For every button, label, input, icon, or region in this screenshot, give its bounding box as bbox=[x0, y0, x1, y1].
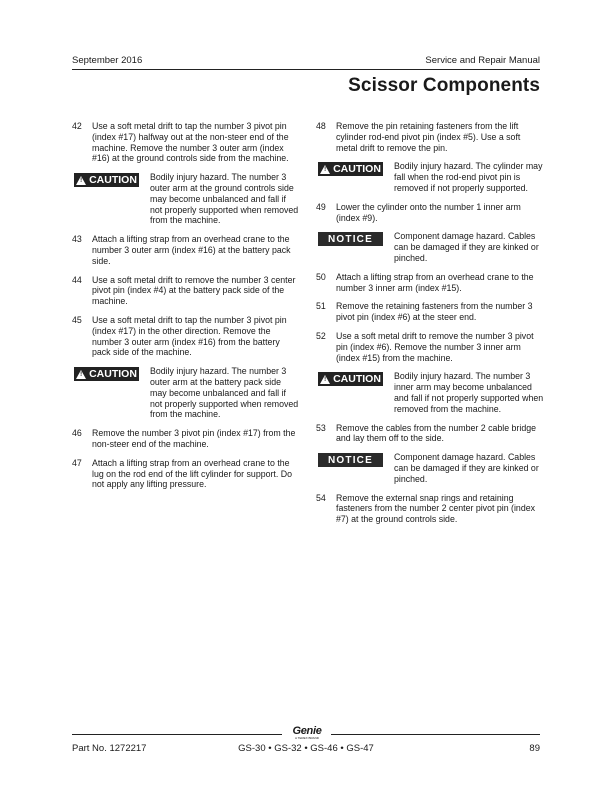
step-number: 43 bbox=[72, 234, 82, 245]
warning-triangle-icon: ! bbox=[76, 176, 86, 185]
procedure-step bbox=[316, 301, 544, 323]
step-text: Attach a lifting strap from an overhead crane to the lug on the rod end of the lift cylinder for support. Do not apply any lifting pressure. bbox=[92, 457, 293, 490]
caution-text: Bodily injury hazard. The number 3 outer arm at the battery pack side may become unbalanced and fall if not properly supported when removed from the machine. bbox=[150, 366, 299, 420]
step-text: Attach a lifting strap from an overhead crane to the number 3 inner arm (index #15). bbox=[336, 271, 534, 293]
logo-wordmark: Genie bbox=[292, 725, 322, 737]
header-date: September 2016 bbox=[72, 55, 143, 66]
step-text: Use a soft metal drift to remove the number 3 pivot pin (index #6). Remove the number 3 inner arm (index #15) from the machine. bbox=[336, 330, 534, 363]
step-number: 45 bbox=[72, 314, 82, 325]
page-title: Scissor Components bbox=[348, 75, 540, 96]
caution-text: Bodily injury hazard. The cylinder may fall when the rod-end pivot pin is removed if not properly supported. bbox=[394, 161, 543, 193]
step-number: 52 bbox=[316, 330, 326, 341]
step-text: Lower the cylinder onto the number 1 inner arm (index #9). bbox=[336, 201, 521, 223]
footer-page-number: 89 bbox=[529, 743, 540, 754]
step-number: 44 bbox=[72, 274, 82, 285]
right-column bbox=[316, 121, 544, 533]
caution-text: Bodily injury hazard. The number 3 inner arm may become unbalanced and fall if not properly supported when removed from the machine. bbox=[394, 371, 544, 414]
step-text: Attach a lifting strap from an overhead crane to the number 3 outer arm (index #16) at the battery pack side. bbox=[92, 234, 291, 266]
procedure-step bbox=[316, 121, 544, 153]
procedure-step bbox=[72, 121, 300, 164]
footer-part-number: Part No. 1272217 bbox=[72, 743, 147, 754]
step-number: 53 bbox=[316, 422, 326, 433]
step-number: 49 bbox=[316, 201, 326, 212]
caution-badge bbox=[74, 173, 139, 187]
procedure-step bbox=[316, 272, 544, 294]
step-number: 46 bbox=[72, 428, 82, 439]
left-column bbox=[72, 121, 300, 498]
procedure-step bbox=[72, 458, 300, 490]
notice-text: Component damage hazard. Cables can be damaged if they are kinked or pinched. bbox=[394, 231, 539, 263]
header-rule bbox=[72, 69, 540, 70]
notice-badge bbox=[318, 232, 383, 246]
step-text: Remove the pin retaining fasteners from the lift cylinder rod-end pivot pin (index #5). Use a soft metal drift to remove the pin. bbox=[336, 121, 521, 153]
step-text: Remove the retaining fasteners from the number 3 pivot pin (index #6) at the steer end. bbox=[336, 301, 533, 323]
step-number: 54 bbox=[316, 492, 326, 503]
notice-callout bbox=[318, 231, 544, 263]
notice-label: NOTICE bbox=[328, 454, 373, 466]
warning-triangle-icon: ! bbox=[76, 370, 86, 379]
step-number: 50 bbox=[316, 271, 326, 282]
step-text: Use a soft metal drift to tap the number 3 pivot pin (index #17) halfway out at the non-steer end of the machine. Remove the number 3 outer arm (index #16) at the ground controls side from the machine. bbox=[92, 121, 289, 164]
footer-rule-left bbox=[72, 734, 282, 735]
procedure-step bbox=[72, 428, 300, 450]
step-number: 47 bbox=[72, 457, 82, 468]
step-number: 42 bbox=[72, 121, 82, 131]
procedure-step bbox=[72, 315, 300, 358]
notice-label: NOTICE bbox=[328, 233, 373, 245]
step-text: Remove the number 3 pivot pin (index #17) from the non-steer end of the machine. bbox=[92, 428, 296, 449]
footer-models: GS-30 • GS-32 • GS-46 • GS-47 bbox=[238, 743, 374, 754]
step-number: 48 bbox=[316, 121, 326, 131]
caution-badge bbox=[318, 162, 383, 176]
caution-label: CAUTION bbox=[333, 373, 381, 386]
procedure-step bbox=[72, 234, 300, 266]
genie-logo bbox=[286, 725, 328, 741]
procedure-step bbox=[316, 202, 544, 224]
procedure-step bbox=[72, 275, 300, 307]
procedure-step bbox=[316, 331, 544, 363]
warning-triangle-icon: ! bbox=[320, 165, 330, 174]
procedure-step bbox=[316, 423, 544, 445]
step-number: 51 bbox=[316, 301, 326, 312]
caution-callout bbox=[74, 172, 300, 226]
step-text: Remove the cables from the number 2 cable bridge and lay them off to the side. bbox=[336, 422, 536, 444]
footer-rule-right bbox=[331, 734, 540, 735]
caution-text: Bodily injury hazard. The number 3 outer arm at the ground controls side may become unbalanced and fall if not properly supported when removed from the machine. bbox=[150, 172, 299, 226]
caution-label: CAUTION bbox=[89, 174, 137, 187]
notice-callout bbox=[318, 452, 544, 484]
caution-label: CAUTION bbox=[333, 163, 381, 176]
step-text: Use a soft metal drift to remove the number 3 center pivot pin (index #4) at the battery pack side of the machine. bbox=[92, 274, 296, 307]
step-text: Remove the external snap rings and retaining fasteners from the number 2 center pivot pin (index #7) at the ground controls side. bbox=[336, 492, 536, 525]
caution-badge bbox=[74, 367, 139, 381]
warning-triangle-icon: ! bbox=[320, 375, 330, 384]
header-manual-title: Service and Repair Manual bbox=[425, 55, 540, 66]
caution-label: CAUTION bbox=[89, 368, 137, 381]
caution-callout bbox=[318, 371, 544, 414]
notice-text: Component damage hazard. Cables can be damaged if they are kinked or pinched. bbox=[394, 452, 539, 484]
step-text: Use a soft metal drift to tap the number 3 pivot pin (index #17) in the other direction. Remove the number 3 outer arm (index #16) from the battery pack side of the machine. bbox=[92, 314, 287, 358]
caution-badge bbox=[318, 372, 383, 386]
caution-callout bbox=[318, 161, 544, 193]
procedure-step bbox=[316, 493, 544, 525]
notice-badge bbox=[318, 453, 383, 467]
logo-subtext: A TEREX BRAND bbox=[295, 736, 319, 740]
caution-callout bbox=[74, 366, 300, 420]
